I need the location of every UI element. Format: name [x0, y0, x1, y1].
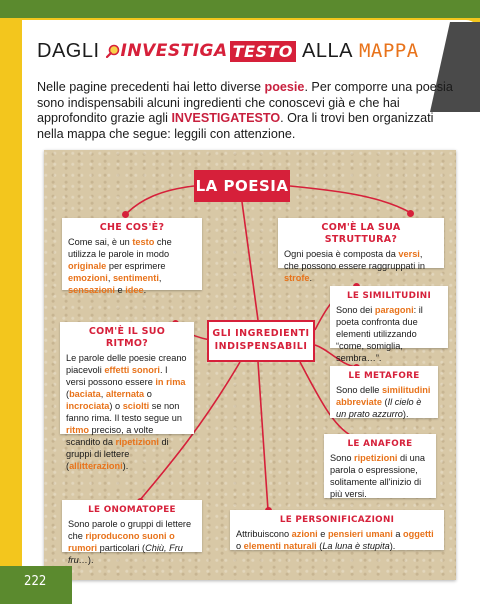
card-anafore: LE ANAFORE Sono ripetizioni di una parola o espressione, solitamente all'inizio di più versi.	[324, 434, 436, 498]
intro-paragraph: Nelle pagine precedenti hai letto diverse poesie. Per comporre una poesia sono indispensabili alcuni ingredienti che conoscevi già e che hai approfondito grazie agli INVESTIGATESTO. Ora li trovi ben organizzati nella mappa che segue: leggili con attenzione.	[37, 80, 453, 141]
magnifier-icon	[106, 44, 120, 58]
card-onomatopee: LE ONOMATOPEE Sono parole o gruppi di lettere che riproducono suoni o rumori particolari (Chiù, Fru fru…).	[62, 500, 202, 552]
center-node: LA POESIA	[194, 170, 290, 202]
card-struttura: COM'È LA SUA STRUTTURA? Ogni poesia è composta da versi, che possono essere raggruppati in strofe.	[278, 218, 444, 268]
page-number: 222	[24, 574, 47, 589]
card-personificazioni: LE PERSONIFICAZIONI Attribuiscono azioni e pensieri umani a oggetti o elementi naturali (La luna è stupita).	[230, 510, 444, 550]
connector-dot	[407, 210, 414, 217]
connector-dot	[122, 211, 129, 218]
card-metafore: LE METAFORE Sono delle similitudini abbreviate (Il cielo è un prato azzurro).	[330, 366, 438, 418]
card-similitudini: LE SIMILITUDINI Sono dei paragoni: il poeta confronta due elementi utilizzando “come, somiglia, sembra…”.	[330, 286, 448, 348]
top-band	[0, 0, 480, 18]
card-che-cose: CHE COS'È? Come sai, è un testo che utilizza le parole in modo originale per esprimere emozioni, sentimenti, sensazioni e idee.	[62, 218, 202, 290]
ingredients-node: GLI INGREDIENTI INDISPENSABILI	[207, 320, 315, 362]
page-title: DAGLI INVESTIGA TESTO ALLA MAPPA	[37, 39, 419, 62]
card-ritmo: COM'È IL SUO RITMO? Le parole delle poesie creano piacevoli effetti sonori. I versi possono essere in rima (baciata, alternata o incrociata) o sciolti se non fanno rima. Il testo segue un ritmo preciso, a volte scandito da ripetizioni di gruppi di lettere (allitterazioni).	[60, 322, 194, 434]
